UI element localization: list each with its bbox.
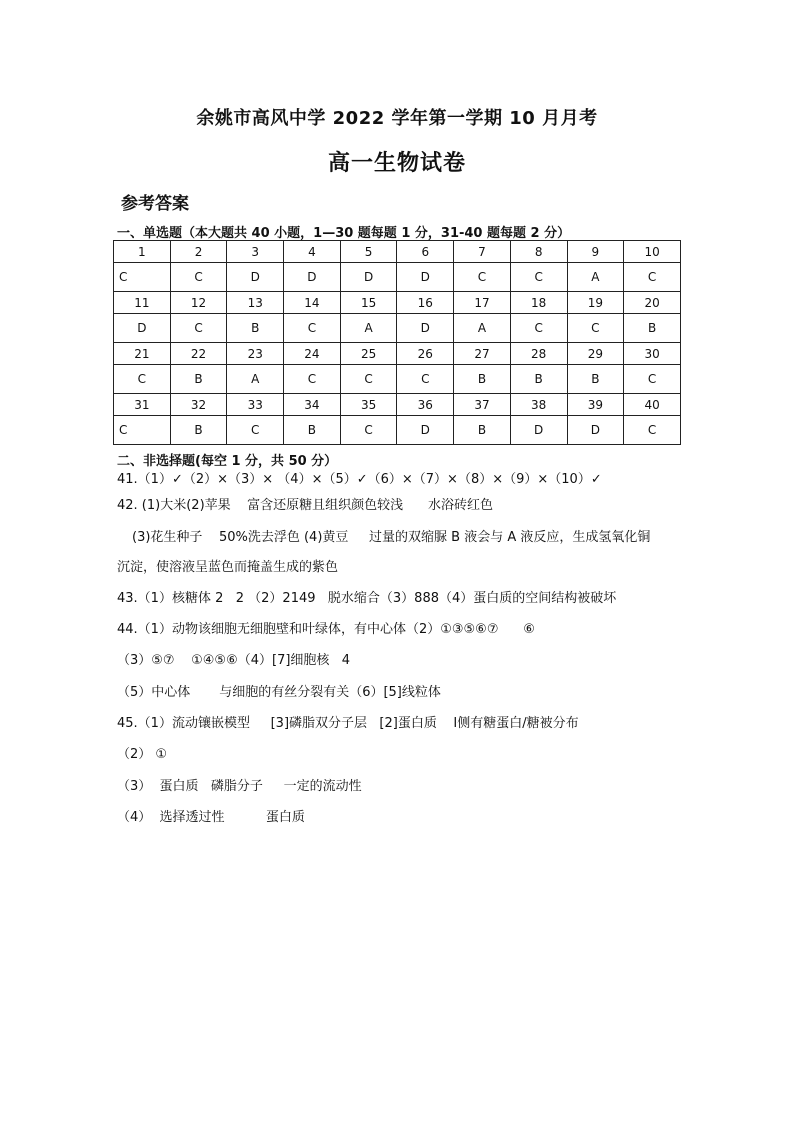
section2-title: 二、非选择题(每空 1 分，共 50 分） — [117, 454, 338, 469]
answer-row — [114, 365, 681, 394]
answer-table — [113, 240, 681, 445]
section1-title: 一、单选题（本大题共 40 小题，1—30 题每题 1 分，31-40 题每题 2 分） — [117, 226, 571, 241]
question-number-cell: 19 — [567, 292, 624, 314]
answer-cell: B — [227, 314, 284, 343]
answer-cell: D — [397, 314, 454, 343]
question-number-row — [114, 343, 681, 365]
question-number-cell: 18 — [510, 292, 567, 314]
answer-row — [114, 263, 681, 292]
question-number-cell: 25 — [340, 343, 397, 365]
question-number-cell: 29 — [567, 343, 624, 365]
answer-line-43: 43.（1）核糖体 2 2 （2）2149 脱水缩合（3）888（4）蛋白质的空间结构被破坏 — [117, 591, 617, 606]
answer-row — [114, 416, 681, 445]
answer-line-44b: （3）⑤⑦ ①④⑤⑥（4）[7]细胞核 4 — [117, 653, 351, 668]
question-number-cell: 24 — [284, 343, 341, 365]
question-number-cell: 20 — [624, 292, 681, 314]
answer-line-45d: （4） 选择透过性 蛋白质 — [117, 810, 305, 825]
answer-cell: A — [227, 365, 284, 394]
answer-cell: D — [284, 263, 341, 292]
question-number-cell: 11 — [114, 292, 171, 314]
question-number-cell: 23 — [227, 343, 284, 365]
answer-line-45a: 45.（1）流动镶嵌模型 [3]磷脂双分子层 [2]蛋白质 Ⅰ侧有糖蛋白/糖被分布 — [117, 716, 579, 731]
question-number-row — [114, 292, 681, 314]
question-number-cell: 21 — [114, 343, 171, 365]
answer-cell: A — [340, 314, 397, 343]
question-number-cell: 5 — [340, 241, 397, 263]
question-number-cell: 34 — [284, 394, 341, 416]
answer-cell: C — [114, 263, 171, 292]
question-number-row — [114, 241, 681, 263]
answer-cell: B — [510, 365, 567, 394]
question-number-cell: 33 — [227, 394, 284, 416]
answer-cell: B — [170, 416, 227, 445]
question-number-cell: 12 — [170, 292, 227, 314]
answer-cell: C — [114, 365, 171, 394]
answer-cell: D — [340, 263, 397, 292]
document-title: 余姚市高风中学 2022 学年第一学期 10 月月考 — [196, 108, 598, 129]
question-number-cell: 17 — [454, 292, 511, 314]
answer-line-44c: （5）中心体 与细胞的有丝分裂有关（6）[5]线粒体 — [117, 685, 441, 700]
answers-heading: 参考答案 — [121, 194, 189, 214]
question-number-cell: 39 — [567, 394, 624, 416]
answer-line-45b: （2） ① — [117, 747, 168, 762]
answer-cell: C — [340, 365, 397, 394]
answer-cell: B — [170, 365, 227, 394]
question-number-cell: 37 — [454, 394, 511, 416]
question-number-cell: 15 — [340, 292, 397, 314]
question-number-cell: 40 — [624, 394, 681, 416]
question-number-cell: 14 — [284, 292, 341, 314]
answer-cell: D — [397, 263, 454, 292]
answer-cell: C — [284, 314, 341, 343]
question-number-cell: 28 — [510, 343, 567, 365]
answer-cell: C — [567, 314, 624, 343]
answer-line-42b: (3)花生种子 50%洗去浮色 (4)黄豆 过量的双缩脲 B 液会与 A 液反应，生成氢氧化铜 — [132, 530, 651, 545]
answer-cell: C — [170, 263, 227, 292]
question-number-cell: 22 — [170, 343, 227, 365]
question-number-cell: 8 — [510, 241, 567, 263]
answer-cell: C — [624, 365, 681, 394]
question-number-cell: 6 — [397, 241, 454, 263]
answer-line-44a: 44.（1）动物该细胞无细胞壁和叶绿体，有中心体（2）①③⑤⑥⑦ ⑥ — [117, 622, 535, 637]
question-number-row — [114, 394, 681, 416]
answer-cell: A — [567, 263, 624, 292]
answer-cell: C — [340, 416, 397, 445]
answer-cell: B — [567, 365, 624, 394]
answer-row — [114, 314, 681, 343]
answer-cell: D — [114, 314, 171, 343]
answer-line-42a: 42. (1)大米(2)苹果 富含还原糖且组织颜色较浅 水浴砖红色 — [117, 498, 493, 513]
answer-cell: C — [510, 263, 567, 292]
answer-line-42c: 沉淀，使溶液呈蓝色而掩盖生成的紫色 — [117, 560, 339, 575]
answer-cell: A — [454, 314, 511, 343]
answer-cell: D — [510, 416, 567, 445]
answer-cell: C — [397, 365, 454, 394]
answer-cell: C — [114, 416, 171, 445]
answer-cell: C — [284, 365, 341, 394]
answer-line-45c: （3） 蛋白质 磷脂分子 一定的流动性 — [117, 779, 362, 794]
document-subtitle: 高一生物试卷 — [327, 151, 466, 176]
answer-cell: B — [624, 314, 681, 343]
question-number-cell: 1 — [114, 241, 171, 263]
answer-cell: D — [227, 263, 284, 292]
question-number-cell: 32 — [170, 394, 227, 416]
question-number-cell: 36 — [397, 394, 454, 416]
answer-cell: D — [567, 416, 624, 445]
answer-cell: D — [397, 416, 454, 445]
question-number-cell: 38 — [510, 394, 567, 416]
question-number-cell: 9 — [567, 241, 624, 263]
question-number-cell: 10 — [624, 241, 681, 263]
answer-cell: B — [284, 416, 341, 445]
question-number-cell: 13 — [227, 292, 284, 314]
answer-cell: C — [510, 314, 567, 343]
question-number-cell: 35 — [340, 394, 397, 416]
question-number-cell: 7 — [454, 241, 511, 263]
question-number-cell: 16 — [397, 292, 454, 314]
answer-cell: B — [454, 365, 511, 394]
question-number-cell: 26 — [397, 343, 454, 365]
answer-cell: C — [624, 263, 681, 292]
question-number-cell: 3 — [227, 241, 284, 263]
question-number-cell: 27 — [454, 343, 511, 365]
answer-cell: C — [170, 314, 227, 343]
question-number-cell: 31 — [114, 394, 171, 416]
answer-cell: C — [227, 416, 284, 445]
question-number-cell: 30 — [624, 343, 681, 365]
answer-line-41: 41.（1）✓（2）×（3）× （4）×（5）✓（6）×（7）×（8）×（9）×（10）✓ — [117, 472, 602, 487]
answer-cell: C — [454, 263, 511, 292]
question-number-cell: 4 — [284, 241, 341, 263]
question-number-cell: 2 — [170, 241, 227, 263]
answer-cell: C — [624, 416, 681, 445]
answer-cell: B — [454, 416, 511, 445]
